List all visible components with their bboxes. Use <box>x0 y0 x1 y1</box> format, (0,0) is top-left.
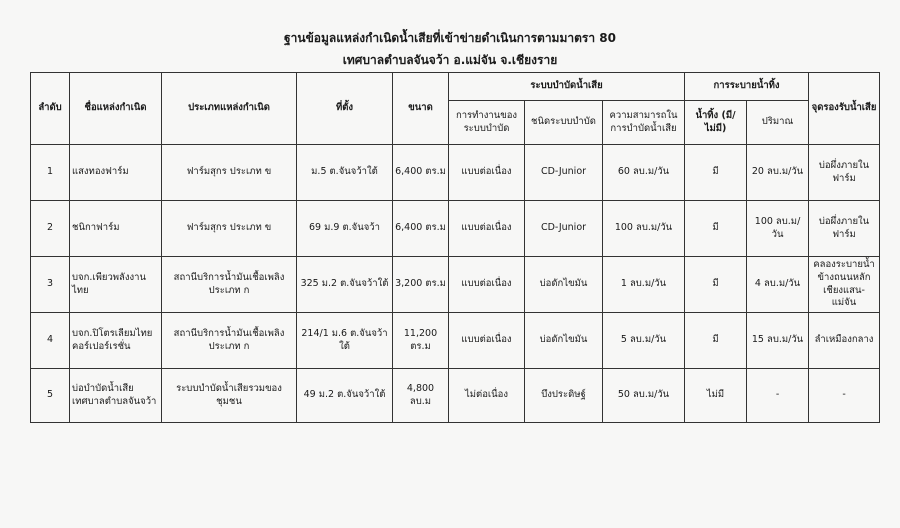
cell-receiving: บ่อผึ่งภายในฟาร์ม <box>809 145 880 201</box>
cell-receiving: บ่อผึ่งภายในฟาร์ม <box>809 201 880 257</box>
wastewater-source-table <box>30 72 880 423</box>
cell-source-type: สถานีบริการน้ำมันเชื้อเพลิง ประเภท ก <box>162 257 297 313</box>
table-row <box>31 369 880 423</box>
cell-size: 11,200 ตร.ม <box>393 313 449 369</box>
cell-location: 69 ม.9 ต.จันจว้า <box>297 201 393 257</box>
cell-source-name: บจก.ปิโตรเลียมไทยคอร์เปอร์เรชั่น <box>70 313 162 369</box>
header-discharge-group: การระบายน้ำทิ้ง <box>685 73 809 101</box>
cell-volume: 20 ลบ.ม/วัน <box>747 145 809 201</box>
table-row <box>31 201 880 257</box>
cell-no: 1 <box>31 145 70 201</box>
header-source-type: ประเภทแหล่งกำเนิด <box>162 73 297 145</box>
cell-size: 3,200 ตร.ม <box>393 257 449 313</box>
cell-no: 2 <box>31 201 70 257</box>
header-source-name: ชื่อแหล่งกำเนิด <box>70 73 162 145</box>
header-discharge-flag: น้ำทิ้ง (มี/ไม่มี) <box>685 101 747 145</box>
header-discharge-volume: ปริมาณ <box>747 101 809 145</box>
cell-receiving: คลองระบายน้ำข้างถนนหลักเชียงแสน-แม่จัน <box>809 257 880 313</box>
cell-system: CD-Junior <box>525 201 603 257</box>
cell-source-type: ฟาร์มสุกร ประเภท ข <box>162 201 297 257</box>
cell-size: 6,400 ตร.ม <box>393 145 449 201</box>
cell-system: CD-Junior <box>525 145 603 201</box>
cell-receiving: ลำเหมืองกลาง <box>809 313 880 369</box>
header-treatment-type: ชนิดระบบบำบัด <box>525 101 603 145</box>
cell-source-type: ฟาร์มสุกร ประเภท ข <box>162 145 297 201</box>
cell-location: 49 ม.2 ต.จันจว้าใต้ <box>297 369 393 423</box>
cell-operation: ไม่ต่อเนื่อง <box>449 369 525 423</box>
cell-system: บ่อดักไขมัน <box>525 257 603 313</box>
cell-capacity: 5 ลบ.ม/วัน <box>603 313 685 369</box>
cell-size: 6,400 ตร.ม <box>393 201 449 257</box>
cell-location: ม.5 ต.จันจว้าใต้ <box>297 145 393 201</box>
table-row <box>31 257 880 313</box>
cell-discharge: มี <box>685 257 747 313</box>
cell-system: บ่อดักไขมัน <box>525 313 603 369</box>
header-location: ที่ตั้ง <box>297 73 393 145</box>
header-treatment-capacity: ความสามารถในการบำบัดน้ำเสีย <box>603 101 685 145</box>
document-subtitle: เทศบาลตำบลจันจว้า อ.แม่จัน จ.เชียงราย <box>342 53 558 67</box>
cell-no: 5 <box>31 369 70 423</box>
cell-operation: แบบต่อเนื่อง <box>449 145 525 201</box>
table-row <box>31 145 880 201</box>
cell-source-name: ชนิกาฟาร์ม <box>70 201 162 257</box>
cell-source-type: ระบบบำบัดน้ำเสียรวมของชุมชน <box>162 369 297 423</box>
header-treatment-operation: การทำงานของระบบบำบัด <box>449 101 525 145</box>
cell-no: 3 <box>31 257 70 313</box>
cell-capacity: 100 ลบ.ม/วัน <box>603 201 685 257</box>
cell-source-type: สถานีบริการน้ำมันเชื้อเพลิง ประเภท ก <box>162 313 297 369</box>
cell-capacity: 60 ลบ.ม/วัน <box>603 145 685 201</box>
cell-discharge: มี <box>685 201 747 257</box>
cell-operation: แบบต่อเนื่อง <box>449 257 525 313</box>
header-no: ลำดับ <box>31 73 70 145</box>
cell-operation: แบบต่อเนื่อง <box>449 201 525 257</box>
document-title: ฐานข้อมูลแหล่งกำเนิดน้ำเสียที่เข้าข่ายดำเนินการตามมาตรา 80 <box>284 31 616 45</box>
cell-volume: 15 ลบ.ม/วัน <box>747 313 809 369</box>
cell-location: 214/1 ม.6 ต.จันจว้าใต้ <box>297 313 393 369</box>
cell-size: 4,800 ลบ.ม <box>393 369 449 423</box>
cell-volume: 4 ลบ.ม/วัน <box>747 257 809 313</box>
header-receiving-point: จุดรองรับน้ำเสีย <box>809 73 880 145</box>
header-treatment-group: ระบบบำบัดน้ำเสีย <box>449 73 685 101</box>
cell-source-name: บ่อบำบัดน้ำเสีย เทศบาลตำบลจันจว้า <box>70 369 162 423</box>
cell-volume: 100 ลบ.ม/วัน <box>747 201 809 257</box>
cell-no: 4 <box>31 313 70 369</box>
cell-capacity: 1 ลบ.ม/วัน <box>603 257 685 313</box>
cell-source-name: บจก.เพียวพลังงานไทย <box>70 257 162 313</box>
header-size: ขนาด <box>393 73 449 145</box>
cell-operation: แบบต่อเนื่อง <box>449 313 525 369</box>
cell-source-name: แสงทองฟาร์ม <box>70 145 162 201</box>
cell-volume: - <box>747 369 809 423</box>
table-row <box>31 313 880 369</box>
cell-discharge: มี <box>685 313 747 369</box>
cell-location: 325 ม.2 ต.จันจว้าใต้ <box>297 257 393 313</box>
cell-receiving: - <box>809 369 880 423</box>
cell-discharge: ไม่มี <box>685 369 747 423</box>
cell-system: บึงประดิษฐ์ <box>525 369 603 423</box>
cell-capacity: 50 ลบ.ม/วัน <box>603 369 685 423</box>
cell-discharge: มี <box>685 145 747 201</box>
